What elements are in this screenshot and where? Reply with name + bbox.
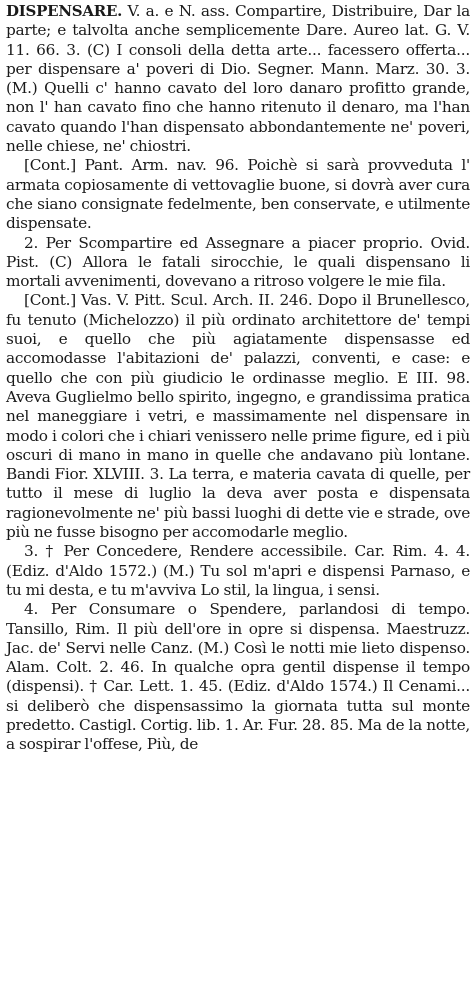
entry-paragraph-6: 4. Per Consumare o Spendere, parlandosi di tempo. Tansillo, Rim. Il più dell'ore in opre si dispensa. Maestruzz. Jac. de' Servi nelle Canz. (M.) Così le notti mie lieto dispenso. Alam. Colt. 2. 46. In qualche opra gentil dispense il tempo (dispensi). † Car. Lett. 1. 45. (Ediz. d'Aldo 1574.) Il Cenami... si deliberò che dispensassimo la giornata tutta sul monte predetto. Castigl. Cortig. lib. 1. Ar. Fur. 28. 85. Ma de la notte, a sospirar l'offese, Più, de (6, 600, 470, 754)
headword: DISPENSARE. (6, 2, 123, 20)
entry-paragraph-4: [Cont.] Vas. V. Pitt. Scul. Arch. II. 246. Dopo il Brunellesco, fu tenuto (Michelozzo) il più ordinato architettore de' tempi suoi, e quello che più agiatamente dispensasse ed accomodasse l'abitazioni de' palazzi, conventi, e case: e quello che con più giudicio le ordinasse meglio. E III. 98. Aveva Guglielmo bello spirito, ingegno, e grandissima pratica nel maneggiare i vetri, e massimamente nel dispensare in modo i colori che i chiari venissero nelle prime figure, ed i più oscuri di mano in mano in quelle che andavano più lontane. Bandi Fior. XLVIII. 3. La terra, e materia cavata di quelle, per tutto il mese di luglio la deva aver posta e dispensata ragionevolmente ne' più bassi luoghi di dette vie e strade, ove più ne fusse bisogno per accomodarle meglio. (6, 291, 470, 542)
dictionary-entry-column (6, 2, 470, 755)
entry-paragraph-3: 2. Per Scompartire ed Assegnare a piacer proprio. Ovid. Pist. (C) Allora le fatali sirocchie, le quali dispensano li mortali avvenimenti, dovevano a ritroso volgere le mie fila. (6, 233, 470, 291)
entry-paragraph-5: 3. † Per Concedere, Rendere accessibile. Car. Rim. 4. 4. (Ediz. d'Aldo 1572.) (M.) Tu sol m'apri e dispensi Parnaso, e tu mi desta, e tu m'avviva Lo stil, la lingua, i sensi. (6, 542, 470, 599)
entry-paragraph-2: [Cont.] Pant. Arm. nav. 96. Poichè si sarà provveduta l' armata copiosamente di vettovaglie buone, si dovrà aver cura che siano consignate fedelmente, ben conservate, e utilmente dispensate. (6, 156, 470, 233)
entry-paragraph-1 (6, 2, 470, 156)
definition-text: V. a. e N. ass. Compartire, Distribuire, Dar la parte; e talvolta anche semplicemente Dare. Aureo lat. G. V. 11. 66. 3. (C) I consoli della detta arte... facessero offerta... per dispensare a' poveri di Dio. Segner. Mann. Marz. 30. 3. (M.) Quelli c' hanno cavato del loro danaro profitto grande, non l' han cavato fino che hanno ritenuto il denaro, ma l'han cavato quando l'han dispensato abbondantemente ne' poveri, nelle chiese, ne' chiostri. (6, 2, 470, 156)
